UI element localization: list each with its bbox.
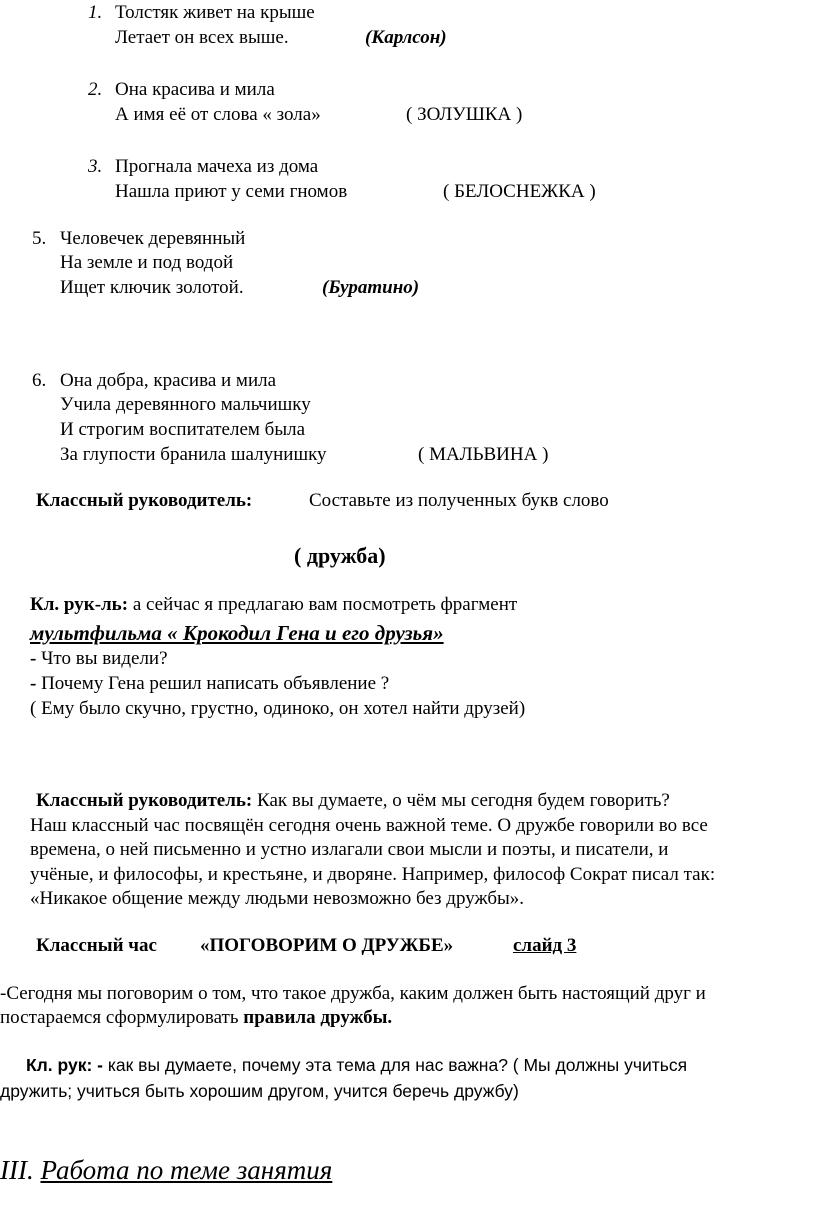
cartoon-title: мультфильма « Крокодил Гена и его друзья» (30, 621, 444, 645)
today-line-2 (0, 1007, 392, 1029)
question-2-text: Почему Гена решил написать объявление ? (41, 673, 390, 694)
riddle-5-line-3: Ищет ключик золотой. (60, 277, 244, 298)
section-title (0, 1155, 332, 1185)
section-title-text: Работа по теме занятия (40, 1155, 333, 1185)
cartoon-intro (30, 594, 517, 616)
riddle-5-line-2: На земле и под водой (60, 252, 234, 273)
riddle-6-line-4: За глупости бранила шалунишку (60, 444, 327, 465)
riddle-6-answer: ( МАЛЬВИНА ) (418, 444, 549, 465)
importance-line-2: дружить; учиться быть хорошим другом, учится беречь дружбу) (0, 1081, 519, 1101)
riddle-3-number: 3. (88, 156, 103, 177)
riddle-1-line-1: Толстяк живет на крыше (115, 2, 315, 23)
question-2-dash: - (30, 673, 42, 694)
riddle-1-answer: (Карлсон) (365, 27, 447, 48)
cartoon-text: а сейчас я предлагаю вам посмотреть фрагмент (128, 594, 518, 615)
cartoon-answer: ( Ему было скучно, грустно, одиноко, он хотел найти друзей) (30, 698, 526, 719)
teacher-label-2: Классный руководитель: (36, 790, 253, 811)
riddle-2-line-2: А имя её от слова « зола» (115, 104, 321, 125)
today-line-2-text: постараемся сформулировать (0, 1007, 244, 1028)
riddle-1-line-2: Летает он всех выше. (115, 27, 289, 48)
riddle-5-line-1: Человечек деревянный (60, 228, 246, 249)
riddle-2-number: 2. (88, 79, 103, 100)
slide-label: слайд 3 (513, 935, 577, 956)
importance-text: как вы думаете, почему эта тема для нас важна? ( Мы должны учиться (107, 1055, 688, 1075)
riddle-3-answer: ( БЕЛОСНЕЖКА ) (443, 181, 596, 202)
question-1-text: Что вы видели? (41, 648, 168, 669)
riddle-2-answer: ( ЗОЛУШКА ) (406, 104, 523, 125)
riddle-6-line-3: И строгим воспитателем была (60, 419, 306, 440)
friendship-rules: правила дружбы. (243, 1007, 393, 1028)
riddle-6-line-1: Она добра, красива и мила (60, 370, 277, 391)
riddle-5-number: 5. (32, 228, 47, 249)
importance-line-1 (26, 1054, 687, 1076)
teacher-2-line-5: «Никакое общение между людьми невозможно без дружбы». (30, 888, 525, 909)
question-2 (30, 673, 389, 695)
teacher-2-line-2: Наш классный час посвящён сегодня очень важной теме. О дружбе говорили во все (30, 815, 708, 836)
teacher-2-line-4: учёные, и философы, и крестьяне, и дворяне. Например, философ Сократ писал так: (30, 864, 716, 885)
riddle-1-number: 1. (88, 2, 103, 23)
cartoon-label: Кл. рук-ль: (30, 594, 129, 615)
class-hour-label: Классный час (36, 935, 157, 956)
answer-word: ( дружба) (294, 543, 386, 568)
teacher-2-line-3: времена, о ней письменно и устно излагали свои мысли и поэты, и писатели, и (30, 839, 669, 860)
riddle-5-answer: (Буратино) (322, 277, 420, 298)
riddle-2-line-1: Она красива и мила (115, 79, 275, 100)
teacher-text-1: Составьте из полученных букв слово (309, 490, 609, 511)
riddle-3-line-1: Прогнала мачеха из дома (115, 156, 319, 177)
section-number: III. (0, 1155, 41, 1185)
teacher-label-1: Классный руководитель: (36, 490, 253, 511)
question-1 (30, 648, 168, 670)
question-1-dash: - (30, 648, 42, 669)
riddle-3-line-2: Нашла приют у семи гномов (115, 181, 348, 202)
riddle-6-line-2: Учила деревянного мальчишку (60, 394, 311, 415)
teacher-text-2: Как вы думаете, о чём мы сегодня будем говорить? (252, 790, 670, 811)
importance-label: Кл. рук: - (26, 1055, 108, 1075)
riddle-6-number: 6. (32, 370, 47, 391)
today-line-1: -Сегодня мы поговорим о том, что такое дружба, каким должен быть настоящий друг и (0, 983, 706, 1004)
class-hour-theme: «ПОГОВОРИМ О ДРУЖБЕ» (200, 935, 454, 956)
teacher-2-line-1 (36, 790, 670, 812)
